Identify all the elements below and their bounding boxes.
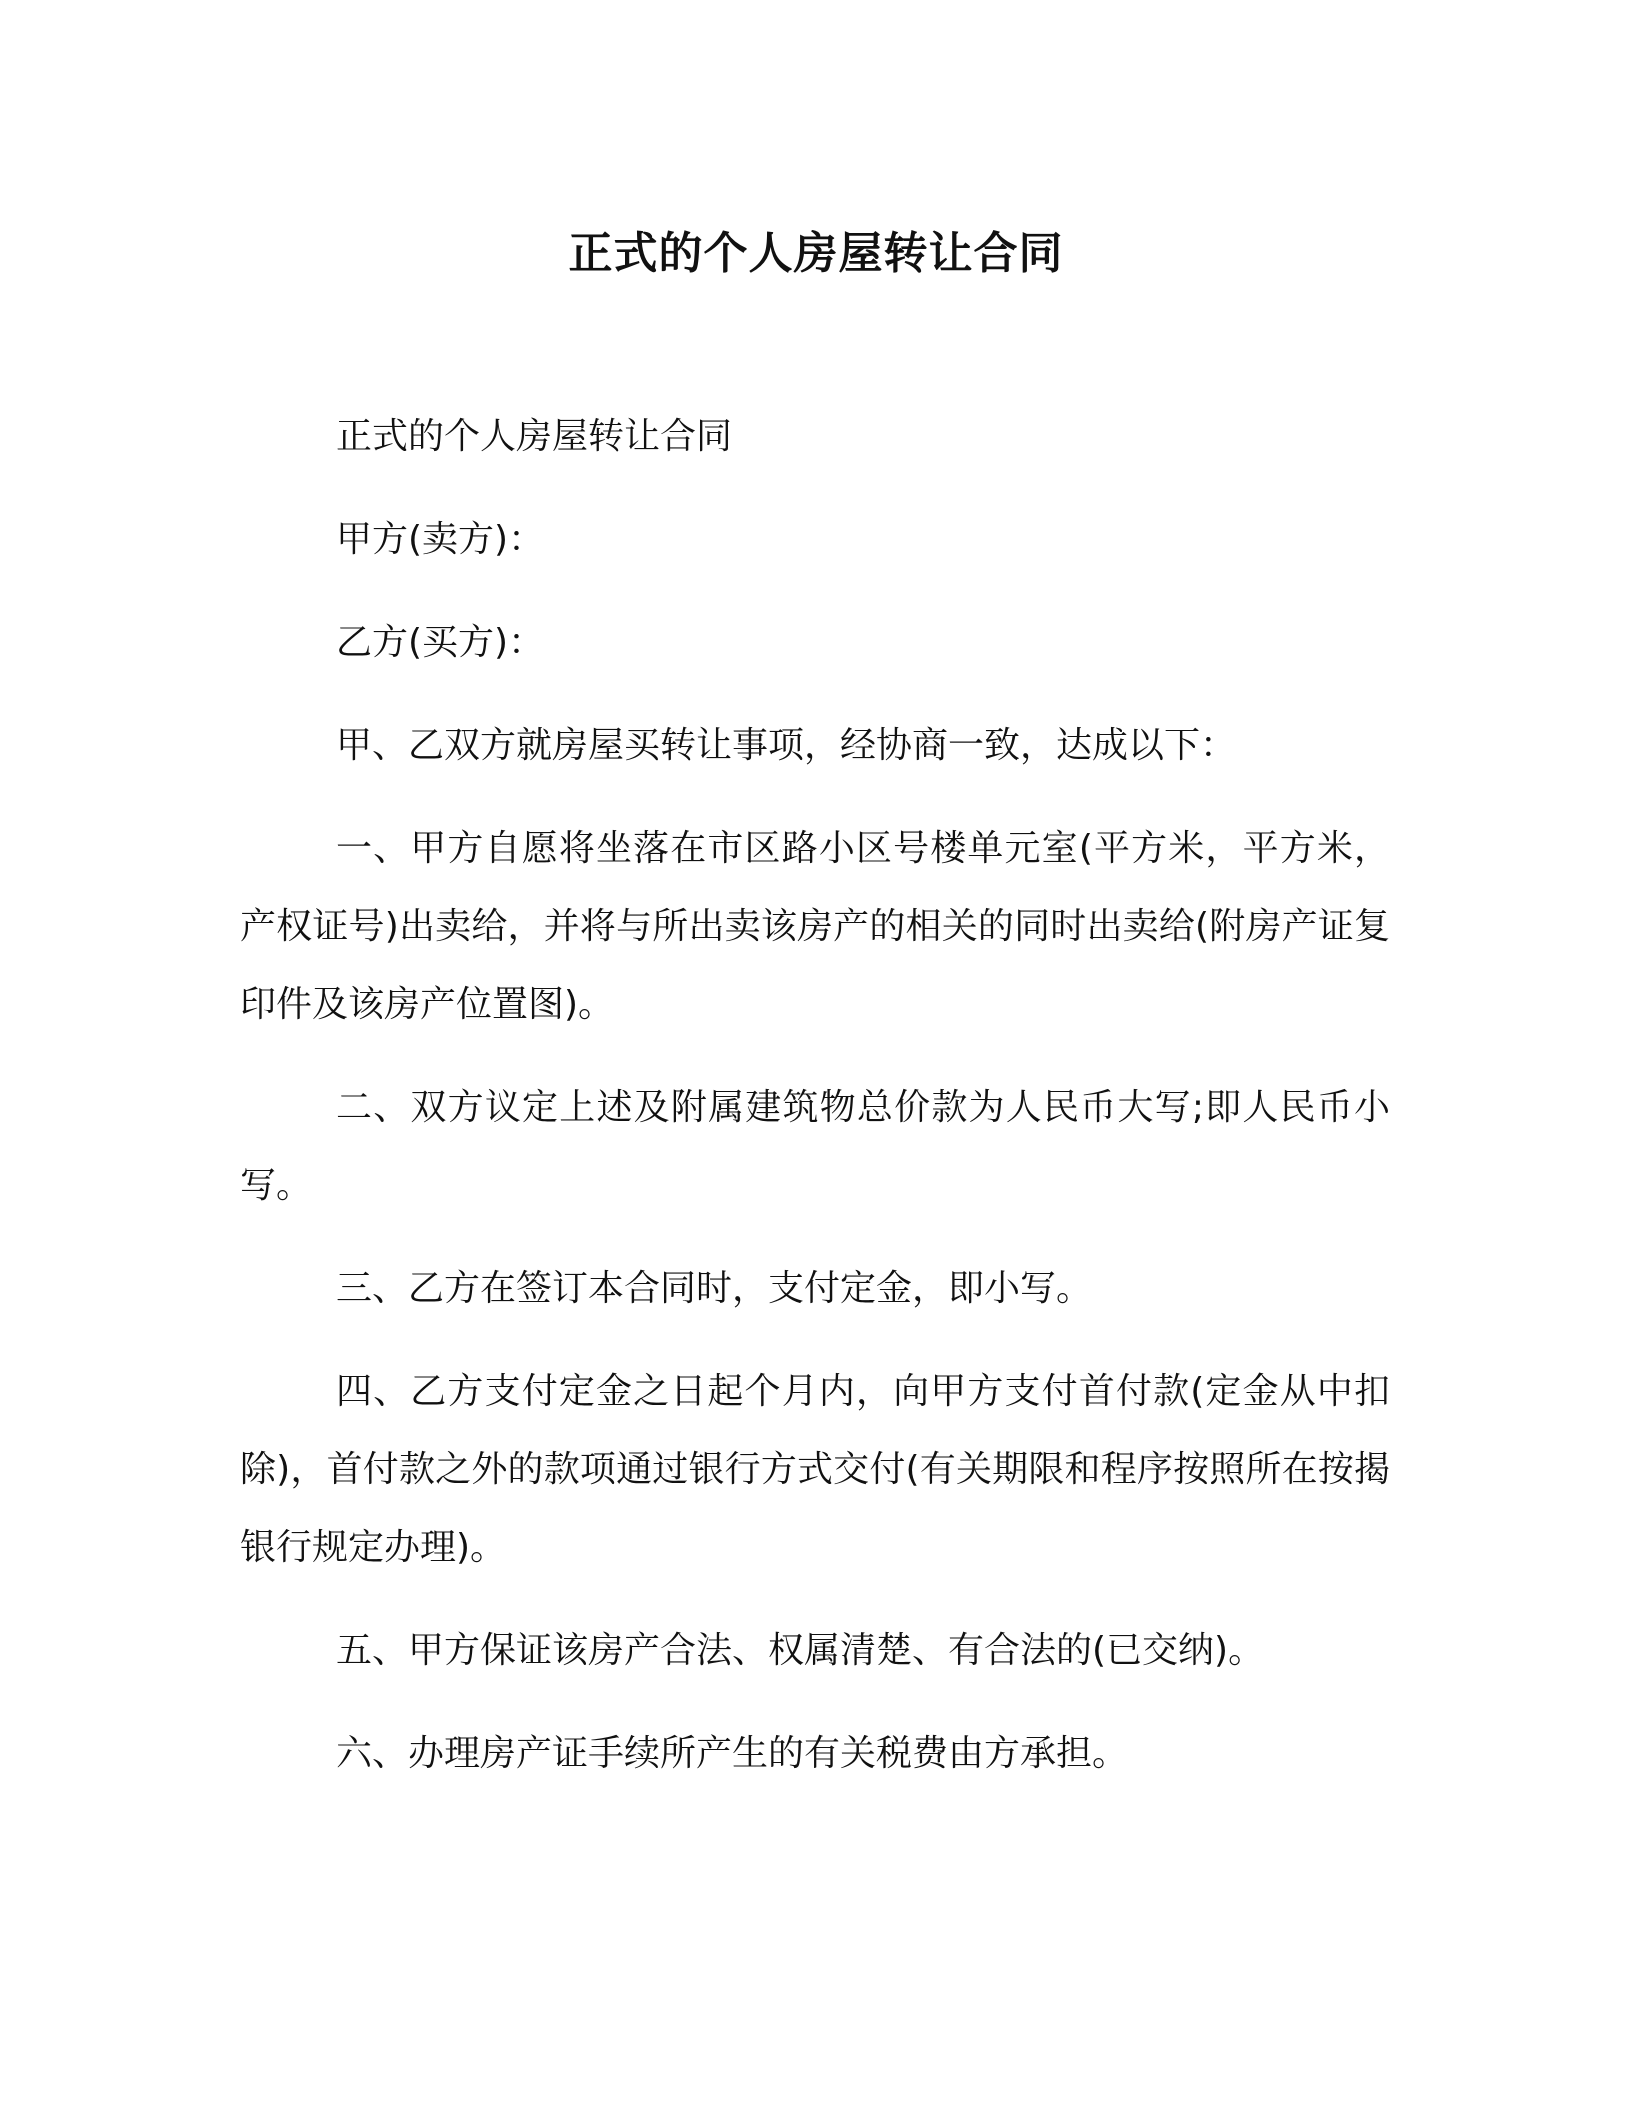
paragraph-heading: 正式的个人房屋转让合同 — [336, 416, 733, 457]
clause-2: 二、双方议定上述及附属建筑物总价款为人民币大写;即人民币小写。 — [240, 1087, 1390, 1206]
paragraph-party-a: 甲方(卖方)： — [336, 519, 545, 560]
clause-3: 三、乙方在签订本合同时，支付定金，即小写。 — [336, 1268, 1093, 1309]
document-title: 正式的个人房屋转让合同 — [568, 228, 1064, 279]
paragraph-preamble: 甲、乙双方就房屋买转让事项，经协商一致，达成以下： — [336, 725, 1237, 766]
clause-1: 一、甲方自愿将坐落在市区路小区号楼单元室(平方米，平方米，产权证号)出卖给，并将与所出卖该房产的相关的同时出卖给(附房产证复印件及该房产位置图)。 — [240, 828, 1390, 1025]
clause-5: 五、甲方保证该房产合法、权属清楚、有合法的(已交纳)。 — [336, 1630, 1265, 1671]
clause-6: 六、办理房产证手续所产生的有关税费由方承担。 — [336, 1733, 1129, 1774]
document-body — [240, 398, 1390, 1818]
clause-4: 四、乙方支付定金之日起个月内，向甲方支付首付款(定金从中扣除)，首付款之外的款项通过银行方式交付(有关期限和程序按照所在按揭银行规定办理)。 — [240, 1371, 1390, 1568]
paragraph-party-b: 乙方(买方)： — [336, 622, 545, 663]
